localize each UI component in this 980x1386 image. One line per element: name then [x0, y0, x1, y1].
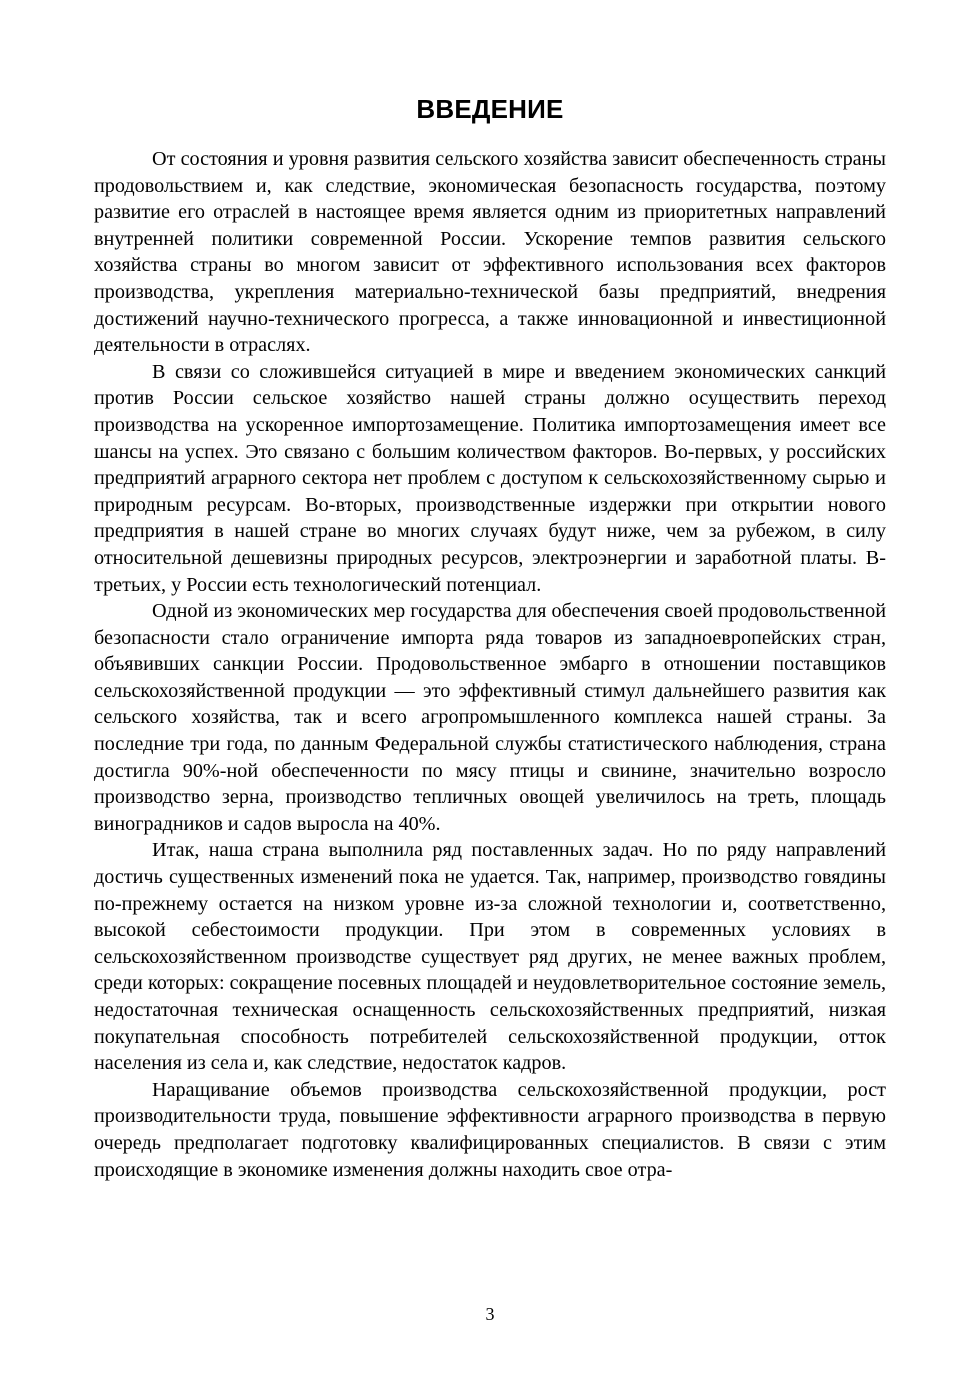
page-title: ВВЕДЕНИЕ: [416, 94, 564, 124]
paragraph-4: Итак, наша страна выполнила ряд поставленных задач. Но по ряду направлений достичь существенных изменений пока не удается. Так, например, производство говядины по-прежнему остается на низком уровне из-за сложной технологии и, соответственно, высокой себестоимости продукции. При этом в современных условиях в сельскохозяйственном производстве существует ряд других, не менее важных проблем, среди которых: сокращение посевных площадей и неудовлетворительное состояние земель, недостаточная техническая оснащенность сельскохозяйственных предприятий, низкая покупательная способность потребителей сельскохозяйственной продукции, отток населения из села и, как следствие, недостаток кадров.: [94, 839, 886, 1075]
page-number: 3: [485, 1304, 495, 1324]
paragraph-3: Одной из экономических мер государства для обеспечения своей продовольственной безопасности стало ограничение импорта ряда товаров из западноевропейских стран, объявивших санкции России. Продовольственное эмбарго в отношении поставщиков сельскохозяйственной продукции — это эффективный стимул дальнейшего развития как сельского хозяйства, так и всего агропромышленного комплекса нашей страны. За последние три года, по данным Федеральной службы статистического наблюдения, страна достигла 90%-ной обеспеченности по мясу птицы и свинине, значительно возросло производство зерна, производство тепличных овощей увеличилось на треть, площадь виноградников и садов выросла на 40%.: [94, 600, 886, 835]
paragraph-2: В связи со сложившейся ситуацией в мире и введением экономических санкций против России сельское хозяйство нашей страны должно осуществить переход производства на ускоренное импортозамещение. Политика импортозамещения имеет все шансы на успех. Это связано с большим количеством факторов. Во-первых, у российских предприятий аграрного сектора нет проблем с доступом к сельскохозяйственному сырью и природным ресурсам. Во-вторых, производственные издержки при открытии нового предприятия в нашей стране во многих случаях будут ниже, чем за рубежом, в силу относительной дешевизны природных ресурсов, электроэнергии и заработной платы. В-третьих, у России есть технологический потенциал.: [94, 360, 886, 596]
paragraph-1: От состояния и уровня развития сельского хозяйства зависит обеспеченность страны продовольствием и, как следствие, экономическая безопасность государства, поэтому развитие его отраслей в настоящее время является одним из приоритетных направлений внутренней политики современной России. Ускорение темпов развития сельского хозяйства страны во многом зависит от эффективного использования всех факторов производства, укрепления материально-технической базы предприятий, внедрения достижений научно-технического прогресса, а также инновационной и инвестиционной деятельности в отраслях.: [94, 148, 886, 357]
body-text: [94, 146, 886, 1183]
paragraph-5: Наращивание объемов производства сельскохозяйственной продукции, рост производительности труда, повышение эффективности аграрного производства в первую очередь предполагает подготовку квалифицированных специалистов. В связи с этим происходящие в экономике изменения должны находить свое отра-: [94, 1078, 886, 1181]
